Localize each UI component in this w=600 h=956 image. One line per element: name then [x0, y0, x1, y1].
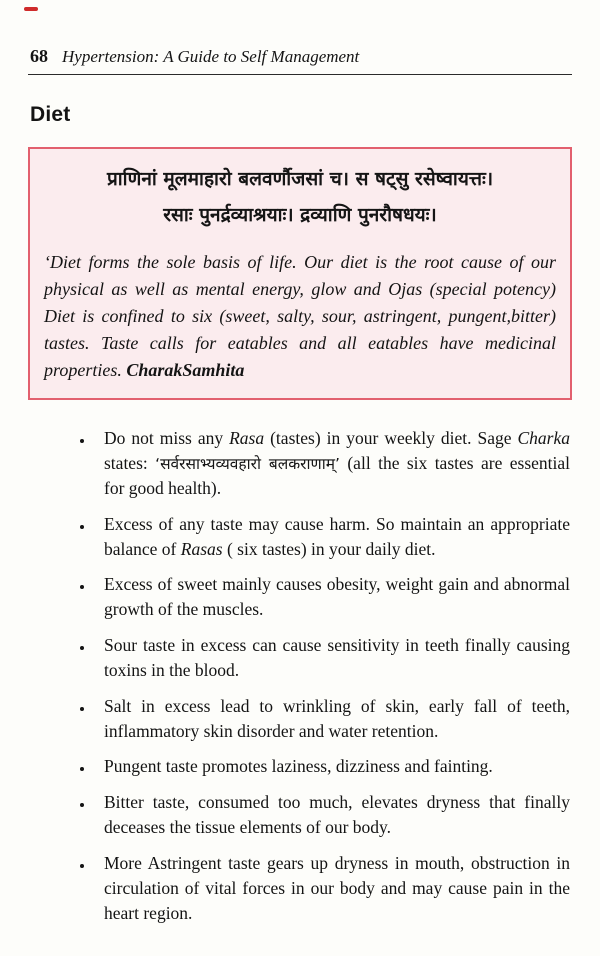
quote-attribution: CharakSamhita — [126, 360, 245, 381]
running-title: Hypertension: A Guide to Self Management — [62, 47, 360, 66]
quote-translation — [44, 249, 556, 384]
sanskrit-line: रसाः पुनर्द्रव्याश्रयाः। द्रव्याणि पुनरौषधयः। — [163, 204, 437, 227]
quote-translation-text: ‘Diet forms the sole basis of life. Our diet is the root cause of our physical as well as mental energy, glow and Ojas (special potency) Diet is confined to six (sweet, salty, sour, astringent, pungent,bitter) tastes. Taste calls for eatables and all eatables have medicinal properties. — [44, 252, 556, 381]
list-item: • Pungent taste promotes laziness, dizziness and fainting. — [94, 754, 570, 779]
list-item: • Bitter taste, consumed too much, elevates dryness that finally deceases the tissue elements of our body. — [94, 790, 570, 840]
list-item: • Excess of sweet mainly causes obesity, weight gain and abnormal growth of the muscles. — [94, 572, 570, 622]
diet-bullet-list — [28, 426, 572, 925]
page-header — [28, 46, 572, 67]
list-item: • Salt in excess lead to wrinkling of skin, early fall of teeth, inflammatory skin disorder and water retention. — [94, 694, 570, 744]
header-rule — [28, 74, 572, 75]
quote-box — [28, 147, 572, 400]
scan-artifact-mark — [24, 7, 38, 11]
list-item: • Sour taste in excess can cause sensitivity in teeth finally causing toxins in the blood. — [94, 633, 570, 683]
list-item: • More Astringent taste gears up dryness in mouth, obstruction in circulation of vital forces in our body and may cause pain in the heart region. — [94, 851, 570, 926]
list-item: • Excess of any taste may cause harm. So maintain an appropriate balance of Rasas ( six tastes) in your daily diet. — [94, 512, 570, 562]
list-item: • Do not miss any Rasa (tastes) in your weekly diet. Sage Charka states: ‘सर्वरसाभ्यव्यवहारो बलकराणाम्’ (all the six tastes are essential for good health). — [94, 426, 570, 501]
page-number: 68 — [30, 46, 48, 66]
section-title: Diet — [30, 103, 71, 126]
sanskrit-line: प्राणिनां मूलमाहारो बलवर्णौजसां च। स षट्सु रसेष्वायत्तः। — [106, 168, 494, 190]
